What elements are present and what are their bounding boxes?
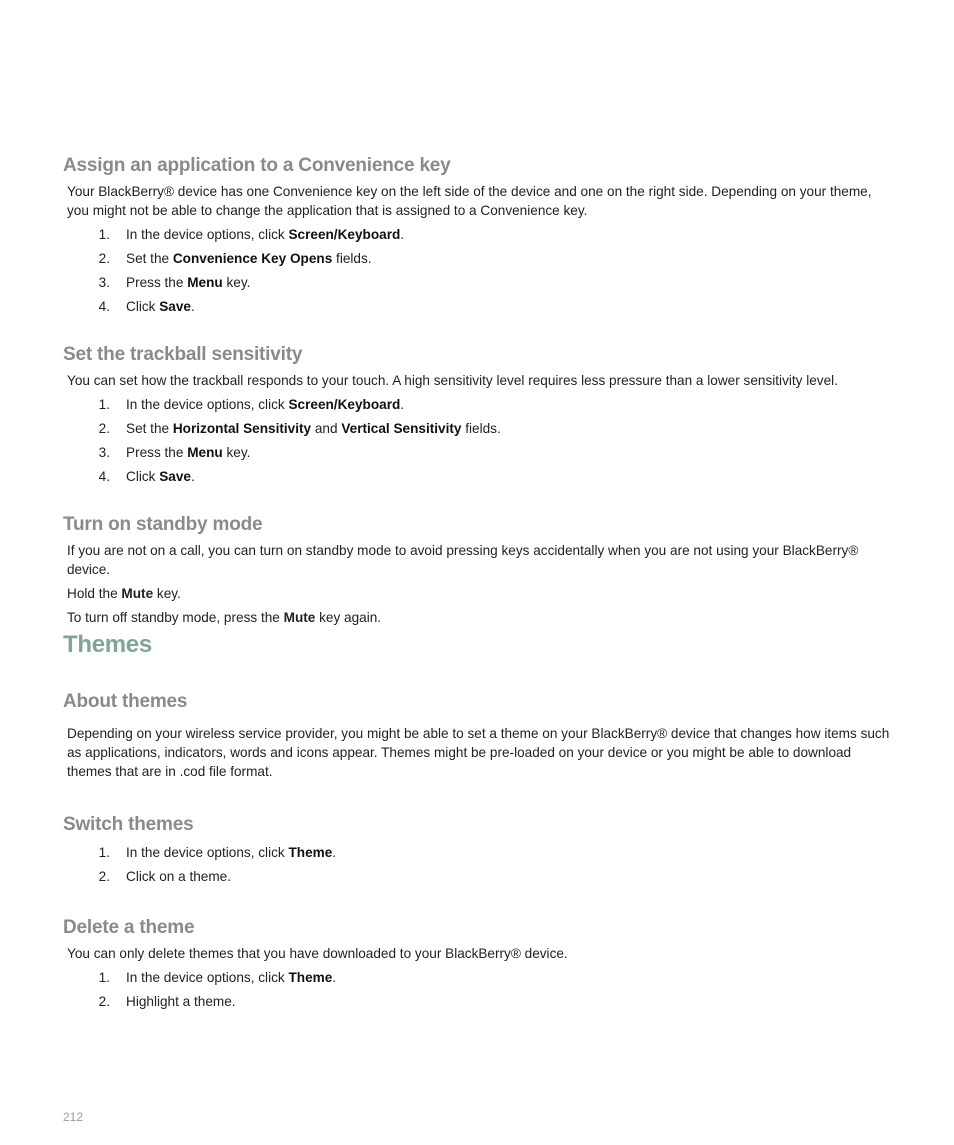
step-number: 3. <box>98 275 110 290</box>
step-text-part: Click on a theme. <box>126 869 232 884</box>
step-ui-term: Theme <box>288 970 333 985</box>
heading-convenience-key: Assign an application to a Convenience key <box>63 155 451 176</box>
step-number: 2. <box>98 869 110 884</box>
step-number: 1. <box>98 227 110 242</box>
step-text-part: . <box>332 845 337 860</box>
step-number: 3. <box>98 445 110 460</box>
step-text <box>126 992 236 1016</box>
step-number: 2. <box>98 421 110 436</box>
standby-off <box>67 608 893 627</box>
step-ui-term: Menu <box>187 275 223 290</box>
heading-delete-theme: Delete a theme <box>63 917 195 938</box>
step-text-part: Press the <box>126 445 188 460</box>
step-text <box>126 443 250 467</box>
step-text-part: key. <box>222 275 251 290</box>
section-convenience-key <box>63 154 893 321</box>
step-ui-term: Theme <box>288 845 333 860</box>
standby-hold-post: key. <box>153 586 181 601</box>
heading-switch-themes: Switch themes <box>63 814 194 835</box>
step-item <box>63 395 893 419</box>
step-text-part: . <box>400 227 405 242</box>
standby-hold <box>67 584 893 603</box>
step-text <box>126 273 250 297</box>
step-number: 1. <box>98 970 110 985</box>
section-about-themes <box>63 690 893 781</box>
step-text-part: Set the <box>126 251 173 266</box>
standby-off-key: Mute <box>283 610 316 625</box>
step-ui-term: Convenience Key Opens <box>172 251 333 266</box>
standby-intro: If you are not on a call, you can turn on standby mode to avoid pressing keys accidentally when you are not using your BlackBerry® device. <box>67 543 859 577</box>
step-number: 2. <box>98 251 110 266</box>
step-text <box>126 297 195 321</box>
step-text-part: In the device options, click <box>126 227 289 242</box>
step-text-part: In the device options, click <box>126 845 289 860</box>
step-ui-term: Horizontal Sensitivity <box>172 421 312 436</box>
step-text-part: Set the <box>126 421 173 436</box>
step-text-part: and <box>311 421 342 436</box>
step-text-part: Press the <box>126 275 188 290</box>
standby-off-post: key again. <box>315 610 382 625</box>
step-number: 4. <box>98 469 110 484</box>
step-item <box>63 297 893 321</box>
step-item <box>63 443 893 467</box>
step-text <box>126 419 501 443</box>
step-number: 1. <box>98 397 110 412</box>
step-item <box>63 249 893 273</box>
step-text-part: . <box>332 970 337 985</box>
step-number: 2. <box>98 994 110 1009</box>
step-item <box>63 867 893 891</box>
delete-intro: You can only delete themes that you have downloaded to your BlackBerry® device. <box>67 946 568 961</box>
standby-hold-pre: Hold the <box>67 586 122 601</box>
step-text-part: Click <box>126 299 160 314</box>
section-standby <box>63 513 893 627</box>
convenience-intro: Your BlackBerry® device has one Convenience key on the left side of the device and one on the right side. Depending on your theme, you might not be able to change the application that is assigned to a Convenience key. <box>67 184 872 218</box>
trackball-steps <box>63 395 893 491</box>
step-item <box>63 467 893 491</box>
standby-off-pre: To turn off standby mode, press the <box>67 610 284 625</box>
page-number: 212 <box>63 1110 84 1124</box>
step-ui-term: Screen/Keyboard <box>288 227 401 242</box>
step-text <box>126 467 195 491</box>
standby-hold-key: Mute <box>121 586 154 601</box>
step-number: 1. <box>98 845 110 860</box>
step-text <box>126 867 231 891</box>
step-text-part: fields. <box>461 421 501 436</box>
step-text-part: In the device options, click <box>126 397 289 412</box>
step-text <box>126 843 336 867</box>
step-text-part: Click <box>126 469 160 484</box>
section-delete-theme <box>63 916 893 1016</box>
step-text-part: Highlight a theme. <box>126 994 236 1009</box>
step-ui-term: Vertical Sensitivity <box>341 421 462 436</box>
heading-standby: Turn on standby mode <box>63 514 263 535</box>
step-text <box>126 968 336 992</box>
step-text-part: . <box>190 299 195 314</box>
step-text-part: key. <box>222 445 251 460</box>
chapter-themes <box>63 630 893 660</box>
step-text-part: . <box>190 469 195 484</box>
step-item <box>63 225 893 249</box>
step-item <box>63 419 893 443</box>
step-text <box>126 225 404 249</box>
switch-steps <box>63 843 893 891</box>
step-text-part: fields. <box>332 251 372 266</box>
step-text-part: . <box>400 397 405 412</box>
step-item <box>63 843 893 867</box>
step-item <box>63 273 893 297</box>
step-ui-term: Save <box>159 299 191 314</box>
heading-trackball: Set the trackball sensitivity <box>63 344 303 365</box>
step-number: 4. <box>98 299 110 314</box>
trackball-intro: You can set how the trackball responds to your touch. A high sensitivity level requires less pressure than a lower sensitivity level. <box>67 373 838 388</box>
step-item <box>63 992 893 1016</box>
step-ui-term: Screen/Keyboard <box>288 397 401 412</box>
step-text <box>126 395 404 419</box>
heading-about-themes: About themes <box>63 691 188 712</box>
heading-themes: Themes <box>63 631 152 658</box>
step-text-part: In the device options, click <box>126 970 289 985</box>
step-item <box>63 968 893 992</box>
convenience-steps <box>63 225 893 321</box>
step-ui-term: Save <box>159 469 191 484</box>
step-text <box>126 249 372 273</box>
section-switch-themes <box>63 813 893 891</box>
about-themes-text: Depending on your wireless service provider, you might be able to set a theme on your BlackBerry® device that changes how items such as applications, indicators, words and icons appear. Themes might be pre-loaded on your device or you might be able to download themes that are in .cod file format. <box>67 726 890 779</box>
delete-steps <box>63 968 893 1016</box>
section-trackball <box>63 343 893 491</box>
step-ui-term: Menu <box>187 445 223 460</box>
